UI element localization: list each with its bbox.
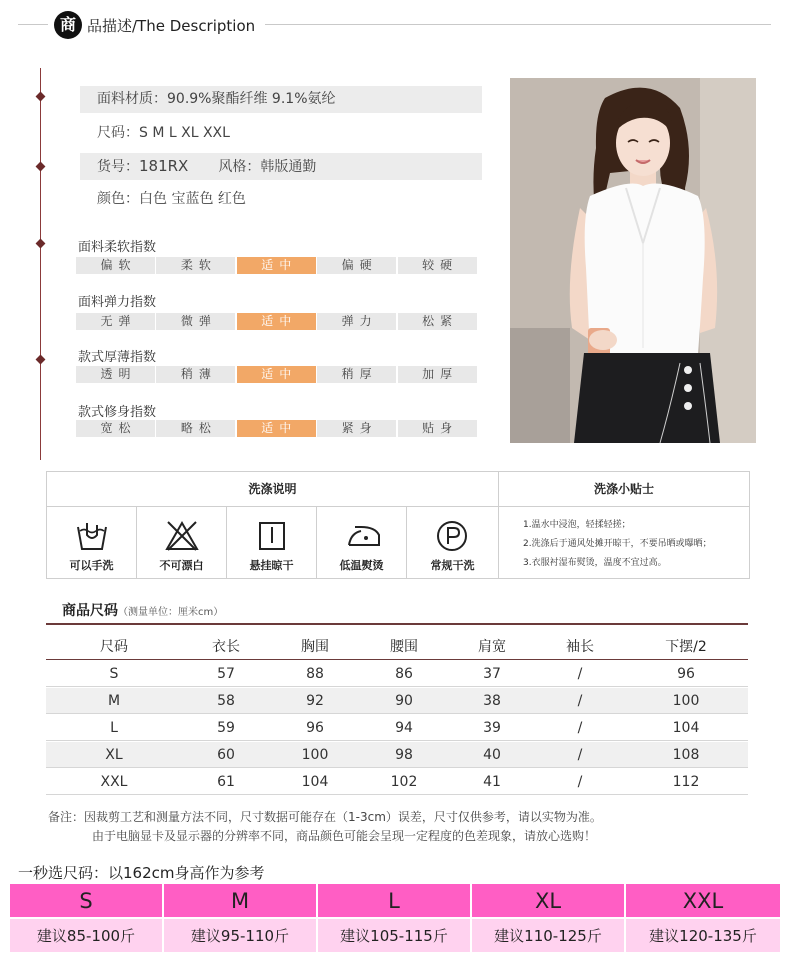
size-header-cell: 腰围 — [390, 639, 418, 655]
size-header-cell: 胸围 — [301, 639, 329, 655]
quick-size-suggest: 建议85-100斤 — [10, 919, 162, 952]
size-cell: M — [107, 693, 121, 709]
quick-size-label: S — [10, 884, 162, 917]
size-cell: 57 — [217, 666, 235, 682]
size-table-row — [46, 769, 748, 795]
timeline-dot — [36, 239, 46, 249]
quick-size-label: M — [164, 884, 316, 917]
size-cell: 96 — [677, 666, 695, 682]
quick-size-label: L — [318, 884, 470, 917]
index-option-selected: 适中 — [237, 257, 316, 274]
size-table-row — [46, 661, 748, 687]
index-option: 稍厚 — [317, 366, 396, 383]
index-option: 弹力 — [317, 313, 396, 330]
washing-tips — [523, 516, 712, 573]
index-bar-softness — [76, 257, 478, 274]
size-cell: 104 — [672, 720, 700, 736]
spec-sizes: 尺码：S M L XL XXL — [97, 125, 230, 141]
size-cell: 59 — [217, 720, 235, 736]
size-header-cell: 衣长 — [212, 639, 240, 655]
size-cell: 86 — [395, 666, 413, 682]
index-option: 偏硬 — [317, 257, 396, 274]
index-option: 紧身 — [317, 420, 396, 437]
index-option-selected: 适中 — [237, 313, 316, 330]
size-table-row — [46, 715, 748, 741]
header-rule-left — [18, 24, 48, 25]
size-cell: XL — [105, 747, 123, 763]
timeline-dot — [36, 92, 46, 102]
index-option: 松紧 — [398, 313, 477, 330]
size-cell: 37 — [483, 666, 501, 682]
wash-item — [47, 507, 137, 578]
size-cell: / — [577, 666, 583, 682]
dry-clean-icon — [435, 519, 469, 553]
hang-dry-icon — [255, 519, 289, 553]
spec-item-style — [80, 153, 482, 180]
wash-item — [317, 507, 407, 578]
size-table-header — [46, 634, 748, 660]
size-cell: L — [110, 720, 118, 736]
low-iron-icon — [345, 519, 383, 553]
size-cell: 104 — [301, 774, 329, 790]
size-cell: 61 — [217, 774, 235, 790]
remark-line: 备注：因裁剪工艺和测量方法不同，尺寸数据可能存在（1-3cm）误差，尺寸仅供参考，请以实物为准。 — [48, 810, 602, 824]
size-cell: 100 — [301, 747, 329, 763]
size-cell: / — [577, 747, 583, 763]
index-bar-fit — [76, 420, 478, 437]
index-option-selected: 适中 — [237, 420, 316, 437]
timeline-line — [40, 68, 41, 460]
quick-size-suggest: 建议105-115斤 — [318, 919, 470, 952]
index-title: 面料弹力指数 — [78, 295, 157, 310]
size-cell: 39 — [483, 720, 501, 736]
size-cell: 94 — [395, 720, 413, 736]
index-option: 稍薄 — [156, 366, 235, 383]
size-cell: / — [577, 693, 583, 709]
index-option-selected: 适中 — [237, 366, 316, 383]
header-title: 品描述/The Description — [87, 17, 256, 35]
size-cell: 60 — [217, 747, 235, 763]
spec-item-label: 货号： — [97, 159, 139, 175]
size-cell: 100 — [672, 693, 700, 709]
size-header-cell: 下摆/2 — [665, 639, 707, 655]
size-cell: 88 — [306, 666, 324, 682]
quick-pick-grid — [10, 884, 780, 952]
index-bar-elasticity — [76, 313, 478, 330]
no-bleach-icon — [165, 519, 199, 553]
wash-item — [137, 507, 227, 578]
header-rule-right — [265, 24, 771, 25]
index-option: 偏软 — [76, 257, 155, 274]
index-option: 无弹 — [76, 313, 155, 330]
washing-tips-title: 洗涤小贴士 — [499, 472, 749, 507]
index-option: 贴身 — [398, 420, 477, 437]
quick-size-suggest: 建议110-125斤 — [472, 919, 624, 952]
wash-item-label: 悬挂晾干 — [249, 559, 294, 572]
wash-item — [407, 507, 499, 578]
wash-item-label: 可以手洗 — [69, 559, 114, 572]
washing-tip: 3.衣服衬湿布熨烫，温度不宜过高。 — [523, 558, 667, 568]
quick-size-label: XXL — [626, 884, 780, 917]
size-cell: 40 — [483, 747, 501, 763]
hand-wash-icon — [75, 519, 109, 553]
size-cell: 96 — [306, 720, 324, 736]
header-badge: 商 — [54, 11, 82, 39]
spec-material: 面料材质：90.9%聚酯纤维 9.1%氨纶 — [80, 86, 482, 113]
size-cell: 90 — [395, 693, 413, 709]
quick-size-suggest: 建议95-110斤 — [164, 919, 316, 952]
size-cell: 92 — [306, 693, 324, 709]
index-option: 微弹 — [156, 313, 235, 330]
washing-tip: 1.温水中浸泡，轻揉轻搓； — [523, 520, 631, 530]
size-cell: S — [109, 666, 119, 682]
index-bar-thickness — [76, 366, 478, 383]
wash-item-label: 低温熨烫 — [339, 559, 384, 572]
size-table-title — [62, 600, 223, 620]
washing-panel — [46, 471, 750, 579]
index-option: 宽松 — [76, 420, 155, 437]
size-cell: / — [577, 774, 583, 790]
size-cell: / — [577, 720, 583, 736]
size-header-cell: 肩宽 — [478, 639, 506, 655]
size-cell: 98 — [395, 747, 413, 763]
model-illustration — [510, 78, 756, 443]
spec-style: 风格：韩版通勤 — [218, 159, 317, 175]
index-option: 略松 — [156, 420, 235, 437]
size-cell: 112 — [672, 774, 700, 790]
spec-item-code: 181RX — [139, 157, 189, 175]
wash-item — [227, 507, 317, 578]
size-cell: 102 — [390, 774, 418, 790]
index-option: 加厚 — [398, 366, 477, 383]
spec-colors: 颜色：白色 宝蓝色 红色 — [97, 191, 246, 207]
size-cell: 108 — [672, 747, 700, 763]
index-title: 面料柔软指数 — [78, 240, 157, 255]
size-table-heading: 商品尺码 — [62, 603, 118, 619]
product-photo — [510, 78, 756, 443]
washing-title: 洗涤说明 — [47, 472, 499, 507]
size-header-cell: 尺码 — [100, 639, 128, 655]
size-table-row — [46, 742, 748, 768]
size-table-top-rule — [46, 623, 748, 625]
size-table-unit: （测量单位：厘米cm） — [118, 607, 224, 618]
index-option: 柔软 — [156, 257, 235, 274]
size-cell: 38 — [483, 693, 501, 709]
quick-size-suggest: 建议120-135斤 — [626, 919, 780, 952]
index-title: 款式修身指数 — [78, 405, 157, 420]
index-title: 款式厚薄指数 — [78, 350, 157, 365]
remark-line: 由于电脑显卡及显示器的分辨率不同，商品颜色可能会呈现一定程度的色差现象，请放心选购！ — [92, 829, 597, 843]
wash-item-label: 不可漂白 — [159, 559, 204, 572]
size-cell: 41 — [483, 774, 501, 790]
size-cell: 58 — [217, 693, 235, 709]
timeline-dot — [36, 355, 46, 365]
quick-pick-title: 一秒选尺码：以162cm身高作为参考 — [18, 864, 265, 882]
washing-tip: 2.洗涤后于通风处摊开晾干，不要吊晒或曝晒； — [523, 539, 712, 549]
size-cell: XXL — [100, 774, 128, 790]
quick-size-label: XL — [472, 884, 624, 917]
wash-item-label: 常规干洗 — [430, 559, 475, 572]
index-option: 透明 — [76, 366, 155, 383]
timeline-dot — [36, 162, 46, 172]
index-option: 较硬 — [398, 257, 477, 274]
section-header — [0, 0, 790, 50]
size-table-row — [46, 688, 748, 714]
size-header-cell: 袖长 — [566, 639, 594, 655]
